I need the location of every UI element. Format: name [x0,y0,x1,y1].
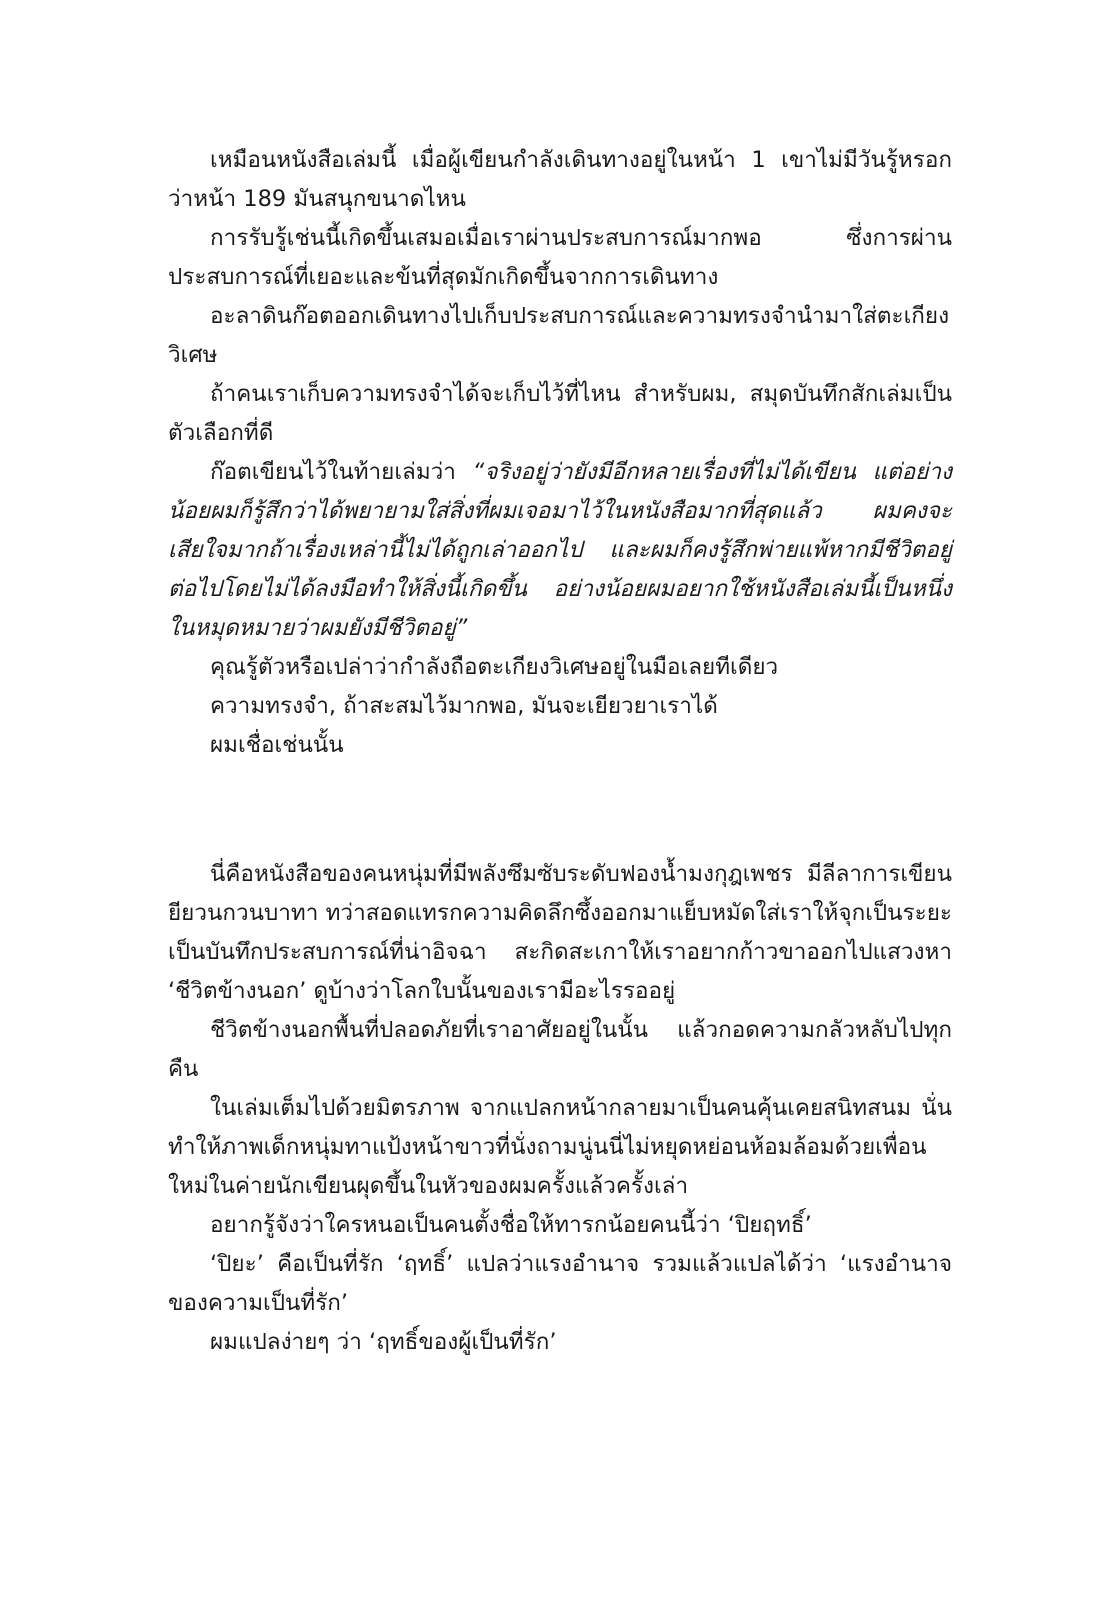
text-section-1 [168,141,952,765]
quoted-text: “จริงอยู่ว่ายังมีอีกหลายเรื่องที่ไม่ได้เขียน แต่อย่างน้อยผมก็รู้สึกว่าได้พยายามใส่สิ่งที่ผมเจอมาไว้ในหนังสือมากที่สุดแล้ว ผมคงจะเสียใจมากถ้าเรื่องเหล่านี้ไม่ได้ถูกเล่าออกไป และผมก็คงรู้สึกพ่ายแพ้หากมีชีวิตอยู่ต่อไปโดยไม่ได้ลงมือทำให้สิ่งนี้เกิดขึ้น อย่างน้อยผมอยากใช้หนังสือเล่มนี้เป็นหนึ่งในหมุดหมายว่าผมยังมีชีวิตอยู่” [168,459,952,641]
paragraph: นี่คือหนังสือของคนหนุ่มที่มีพลังซึมซับระดับฟองน้ำมงกุฎเพชร มีลีลาการเขียนยียวนกวนบาทา ทว่าสอดแทรกความคิดลึกซึ้งออกมาแย็บหมัดใส่เราให้จุกเป็นระยะ เป็นบันทึกประสบการณ์ที่น่าอิจฉา สะกิดสะเกาให้เราอยากก้าวขาออกไปแสวงหา ‘ชีวิตข้างนอก’ ดูบ้างว่าโลกใบนั้นของเรามีอะไรรออยู่ [168,861,952,1004]
paragraph-with-quote [168,453,952,648]
paragraph: ‘ปิยะ’ คือเป็นที่รัก ‘ฤทธิ์’ แปลว่าแรงอำนาจ รวมแล้วแปลได้ว่า ‘แรงอำนาจของความเป็นที่รัก’ [168,1251,952,1316]
paragraph: ชีวิตข้างนอกพื้นที่ปลอดภัยที่เราอาศัยอยู่ในนั้น แล้วกอดความกลัวหลับไปทุกคืน [168,1017,952,1082]
paragraph: อะลาดินก๊อตออกเดินทางไปเก็บประสบการณ์และความทรงจำนำมาใส่ตะเกียงวิเศษ [168,303,950,368]
paragraph: ผมแปลง่ายๆ ว่า ‘ฤทธิ์ของผู้เป็นที่รัก’ [210,1329,557,1355]
paragraph: ผมเชื่อเช่นนั้น [210,732,344,758]
paragraph: อยากรู้จังว่าใครหนอเป็นคนตั้งชื่อให้ทารกน้อยคนนี้ว่า ‘ปิยฤทธิ์’ [210,1212,812,1238]
paragraph: ความทรงจำ, ถ้าสะสมไว้มากพอ, มันจะเยียวยาเราได้ [210,693,718,719]
paragraph: คุณรู้ตัวหรือเปล่าว่ากำลังถือตะเกียงวิเศษอยู่ในมือเลยทีเดียว [210,654,779,680]
quote-lead-in: ก๊อตเขียนไว้ในท้ายเล่มว่า [210,459,473,485]
paragraph: ถ้าคนเราเก็บความทรงจำได้จะเก็บไว้ที่ไหน สำหรับผม, สมุดบันทึกสักเล่มเป็นตัวเลือกที่ดี [168,381,952,446]
paragraph: การรับรู้เช่นนี้เกิดขึ้นเสมอเมื่อเราผ่านประสบการณ์มากพอ ซึ่งการผ่านประสบการณ์ที่เยอะและข้นที่สุดมักเกิดขึ้นจากการเดินทาง [168,225,952,290]
text-section-2 [168,855,952,1362]
paragraph: ในเล่มเต็มไปด้วยมิตรภาพ จากแปลกหน้ากลายมาเป็นคนคุ้นเคยสนิทสนม นั่นทำให้ภาพเด็กหนุ่มทาแป้งหน้าขาวที่นั่งถามนู่นนี่ไม่หยุดหย่อนห้อมล้อมด้วยเพื่อนใหม่ในค่ายนักเขียนผุดขึ้นในหัวของผมครั้งแล้วครั้งเล่า [168,1095,952,1199]
paragraph: เหมือนหนังสือเล่มนี้ เมื่อผู้เขียนกำลังเดินทางอยู่ในหน้า 1 เขาไม่มีวันรู้หรอกว่าหน้า 189 มันสนุกขนาดไหน [168,147,952,212]
